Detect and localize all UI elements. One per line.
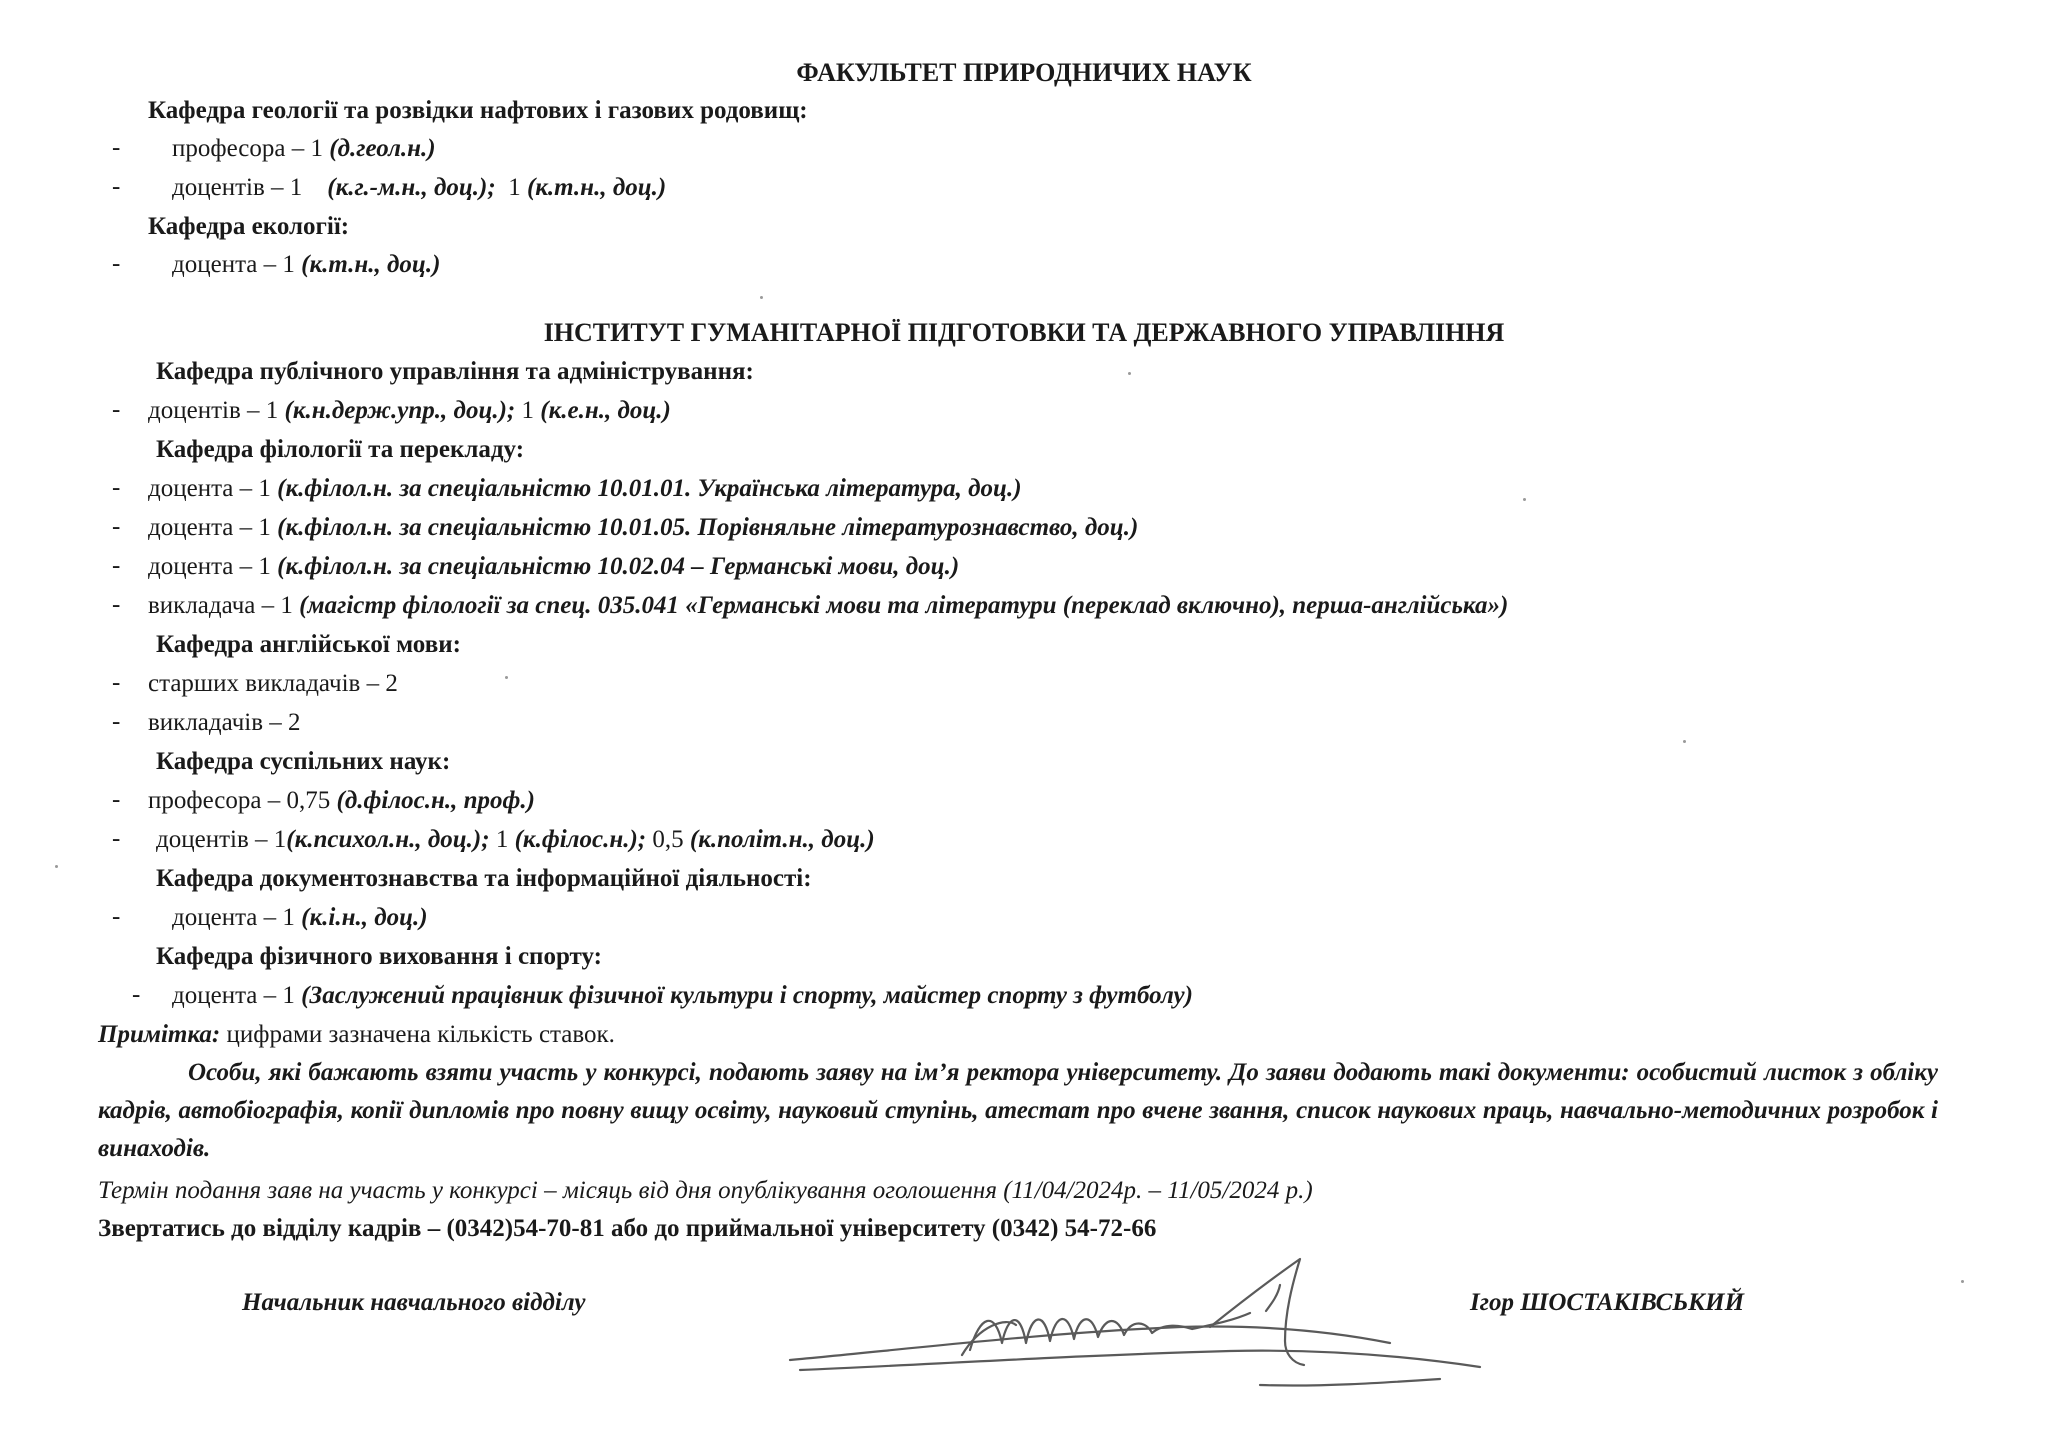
position-item: [156, 825, 875, 855]
list-dash: -: [112, 250, 121, 277]
qualification-note: (к.і.н., доц.): [301, 904, 428, 931]
position-text: доцентів – 1: [156, 826, 287, 853]
position-text: доцента – 1: [172, 251, 302, 278]
scan-speck: [1523, 498, 1526, 501]
contacts-text: Звертатись до відділу кадрів – (0342)54-70-81 або до приймальної університету (0342) 54-72-66: [98, 1215, 1157, 1242]
position-text: доцента – 1: [148, 553, 278, 580]
faculty-title: ФАКУЛЬТЕТ ПРИРОДНИЧИХ НАУК: [796, 58, 1252, 87]
qualification-note: (Заслужений працівник фізичної культури і спорту, майстер спорту з футболу): [301, 982, 1193, 1009]
position-text: доцента – 1: [148, 514, 278, 541]
position-text: 1: [515, 397, 541, 424]
position-text: доцентів – 1: [148, 397, 285, 424]
note-text: цифрами зазначена кількість ставок.: [220, 1021, 615, 1048]
position-text: доцента – 1: [172, 904, 302, 931]
position-text: професора – 1: [172, 135, 330, 162]
qualification-note: (магістр філології за спец. 035.041 «Германські мови та літератури (переклад включно), перша-англійська»): [299, 592, 1509, 619]
department-name: Кафедра геології та розвідки нафтових і газових родовищ:: [148, 97, 808, 124]
position-text: 1: [489, 826, 515, 853]
position-text: викладача – 1: [148, 592, 300, 619]
position-text: доцента – 1: [148, 475, 278, 502]
list-dash: -: [112, 591, 121, 618]
position-text: доцента – 1: [172, 982, 302, 1009]
qualification-note: (к.філол.н. за спеціальністю 10.01.01. Українська література, доц.): [277, 475, 1022, 502]
list-dash: -: [112, 825, 121, 852]
scan-speck: [1683, 740, 1686, 743]
list-dash: -: [112, 708, 121, 735]
position-item: [172, 250, 440, 280]
list-dash: -: [112, 669, 121, 696]
scan-speck: [1128, 372, 1131, 375]
scan-speck: [1961, 1280, 1964, 1283]
position-text: професора – 0,75: [148, 787, 337, 814]
position-item: [148, 552, 959, 582]
qualification-note: (д.філос.н., проф.): [336, 787, 535, 814]
department-name: Кафедра суспільних наук:: [156, 748, 451, 775]
qualification-note: (к.е.н., доц.): [540, 397, 671, 424]
department-name: Кафедра екології:: [148, 213, 350, 240]
position-item: [148, 396, 671, 426]
note: [98, 1020, 615, 1050]
signer-name: Ігор ШОСТАКІВСЬКИЙ: [1470, 1289, 1745, 1316]
institute-title: ІНСТИТУТ ГУМАНІТАРНОЇ ПІДГОТОВКИ ТА ДЕРЖАВНОГО УПРАВЛІННЯ: [543, 318, 1505, 347]
position-text: 1: [508, 174, 527, 201]
position-item: [148, 786, 535, 816]
qualification-note: (к.філол.н. за спеціальністю 10.02.04 – Германські мови, доц.): [277, 553, 960, 580]
qualification-note: (д.геол.н.): [329, 135, 436, 162]
position-item: [172, 981, 1193, 1011]
handwritten-signature: [780, 1255, 1500, 1415]
signer-position: Начальник навчального відділу: [242, 1289, 586, 1316]
position-text: доцентів – 1: [172, 174, 309, 201]
position-item: старших викладачів – 2: [148, 670, 398, 697]
list-dash: -: [112, 474, 121, 501]
qualification-note: (к.філос.н.);: [514, 826, 647, 853]
list-dash: -: [112, 903, 121, 930]
list-dash: -: [112, 786, 121, 813]
qualification-note: (к.психол.н., доц.);: [286, 826, 490, 853]
list-dash: -: [132, 981, 141, 1008]
position-item: [172, 903, 428, 933]
qualification-note: (к.т.н., доц.): [301, 251, 441, 278]
department-name: Кафедра публічного управління та адміністрування:: [156, 358, 754, 385]
department-name: Кафедра англійської мови:: [156, 631, 461, 658]
scan-speck: [55, 865, 58, 868]
position-item: [148, 474, 1022, 504]
list-dash: -: [112, 173, 121, 200]
list-dash: -: [112, 552, 121, 579]
position-item: викладачів – 2: [148, 709, 301, 736]
qualification-note: (к.філол.н. за спеціальністю 10.01.05. Порівняльне літературознавство, доц.): [277, 514, 1139, 541]
scan-speck: [760, 296, 763, 299]
list-dash: -: [112, 513, 121, 540]
scan-speck: [505, 676, 508, 679]
qualification-note: (к.політ.н., доц.): [689, 826, 875, 853]
note-label: Примітка:: [98, 1021, 221, 1048]
qualification-note: (к.т.н., доц.): [526, 174, 667, 201]
department-name: Кафедра документознавства та інформаційної діяльності:: [156, 865, 812, 892]
requirements-paragraph: Особи, які бажають взяти участь у конкурсі, подають заяву на ім’я ректора університету. До заяви додають такі документи: особистий листок з обліку кадрів, автобіографія, копії дипломів про повну вищу освіту, науковий ступінь, атестат про вчене звання, список наукових праць, навчально-методичних розробок і винаходів.: [98, 1059, 1938, 1162]
position-item: [148, 591, 1508, 621]
list-dash: -: [112, 134, 121, 161]
department-name: Кафедра філології та перекладу:: [156, 436, 525, 463]
position-item: [148, 513, 1138, 543]
list-dash: -: [112, 396, 121, 423]
qualification-note: (к.н.держ.упр., доц.);: [284, 397, 516, 424]
position-item: [172, 173, 666, 203]
department-name: Кафедра фізичного виховання і спорту:: [156, 943, 602, 970]
deadline-text: Термін подання заяв на участь у конкурсі – місяць від дня опублікування оголошення (11/04/2024р. – 11/05/2024 р.): [98, 1177, 1313, 1204]
position-text: 0,5: [646, 826, 690, 853]
position-item: [172, 134, 436, 164]
qualification-note: (к.г.-м.н., доц.);: [327, 174, 496, 201]
